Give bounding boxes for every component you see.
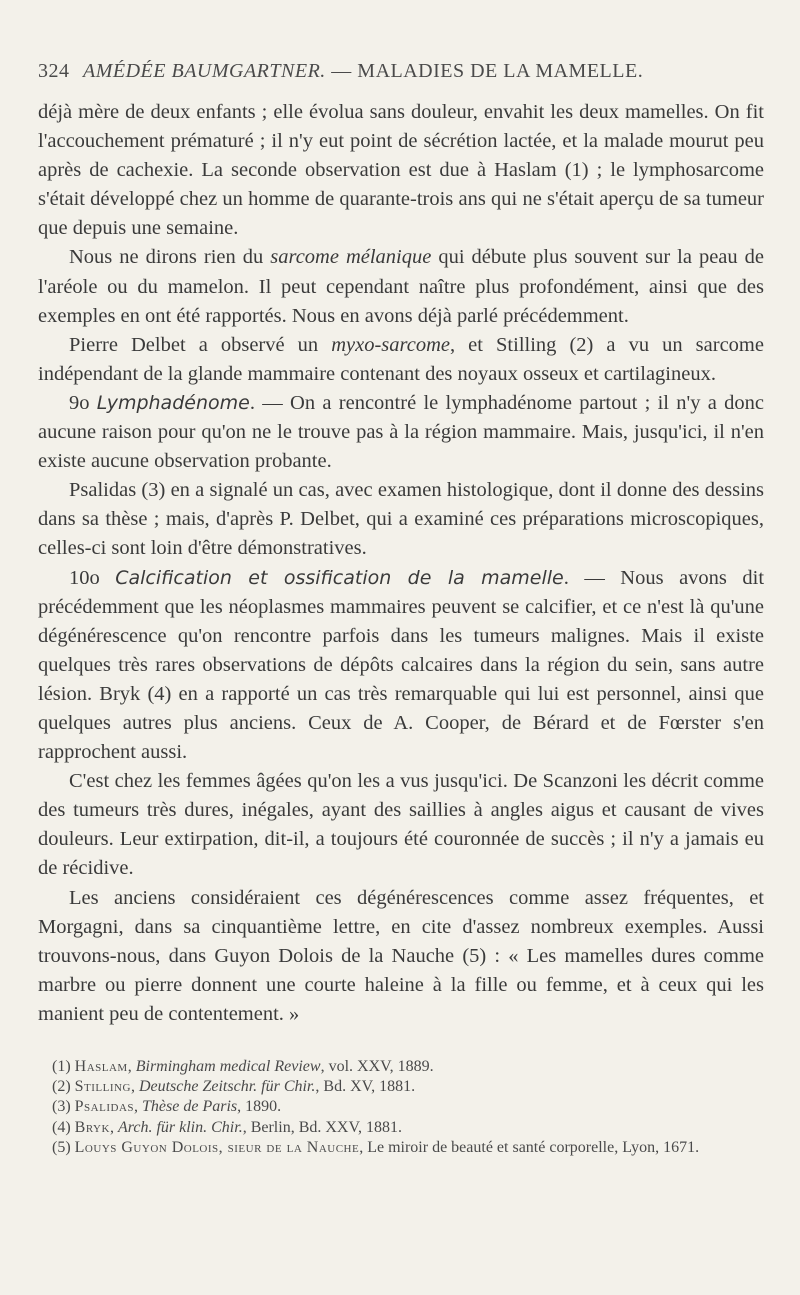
section-paragraph: 9o Lymphadénome. — On a rencontré le lymphadénome partout ; il n'y a donc aucune raison pour qu'on ne le trouve pas à la région mammaire. Mais, jusqu'ici, il n'en existe aucune observation probante. (38, 391, 764, 473)
footnote: (2) Stilling, Deutsche Zeitschr. für Chir., Bd. XV, 1881. (52, 1078, 416, 1096)
paragraph: Nous ne dirons rien du sarcome mélanique qui débute plus souvent sur la peau de l'aréole ou du mamelon. Il peut cependant naître plus profondément, ainsi que des exemples en ont été rapportés. Nous en avons déjà parlé précédemment. (38, 246, 764, 327)
footnotes (38, 1057, 764, 1158)
running-header (38, 60, 762, 90)
footnote-author: Psalidas (74, 1098, 135, 1116)
section-heading: Lymphadénome (96, 391, 250, 414)
header-title: MALADIES DE LA MAMELLE. (357, 60, 644, 82)
emphasis: sarcome mélanique (270, 246, 432, 269)
paragraph: C'est chez les femmes âgées qu'on les a vus jusqu'ici. De Scanzoni les décrit comme des tumeurs très dures, inégales, ayant des saillies à angles aigus et causant de vives douleurs. Leur extirpation, dit-il, a toujours été couronnée de succès ; il n'y a jamais eu de récidive. (38, 770, 764, 880)
footnote-source: Thèse de Paris (142, 1098, 238, 1116)
page-number: 324 (38, 60, 70, 82)
emphasis: myxo-sarcome (331, 333, 450, 356)
footnote-author: Haslam (74, 1058, 128, 1075)
paragraph: Les anciens considéraient ces dégénérescences comme assez fréquentes, et Morgagni, dans sa cinquantième lettre, en cite d'assez nombreux exemples. Aussi trouvons-nous, dans Guyon Dolois de la Nauche (5) : « Les mamelles dures comme marbre ou pierre donnent une courte haleine à la fille ou femme, et à ceux qui les manient peu de contentement. » (38, 886, 764, 1025)
footnote-author: Louys Guyon Dolois, sieur de la Nauche (74, 1138, 360, 1156)
section-paragraph: 10o Calcification et ossification de la mamelle. — Nous avons dit précédemment que les néoplasmes mammaires peuvent se calcifier, et ce n'est là qu'une dégénérescence qu'on rencontre parfois dans les tumeurs malignes. Mais il existe quelques très rares observations de dépôts calcaires dans la région du sein, sans autre lésion. Bryk (4) en a rapporté un cas très remarquable qui lui est personnel, ainsi que quelques autres plus anciens. Ceux de A. Cooper, de Bérard et de Fœrster s'en rapprochent aussi. (38, 566, 765, 764)
footnote: (1) Haslam, Birmingham medical Review, vol. XXV, 1889. (52, 1058, 434, 1075)
footnote-source: Arch. für klin. Chir. (117, 1118, 243, 1136)
footnote-author: Bryk (74, 1118, 110, 1136)
paragraph: Pierre Delbet a observé un myxo-sarcome, et Stilling (2) a vu un sarcome indépendant de la glande mammaire contenant des noyaux osseux et cartilagineux. (38, 333, 764, 385)
section-number: 10o (69, 566, 116, 589)
section-number: 9o (69, 391, 97, 414)
footnote-author: Stilling (74, 1078, 131, 1096)
footnote-source: Birmingham medical Review (135, 1058, 321, 1075)
header-separator: — (325, 60, 358, 82)
footnote: (3) Psalidas, Thèse de Paris, 1890. (52, 1098, 282, 1116)
paragraph: déjà mère de deux enfants ; elle évolua sans douleur, envahit les deux mamelles. On fit l'accouchement prématuré ; il n'y eut point de sécrétion lactée, et la malade mourut peu après de cachexie. La seconde observation est due à Haslam (1) ; le lymphosarcome s'était développé chez un homme de quarante-trois ans qui ne s'était aperçu de sa tumeur que depuis une semaine. (38, 101, 764, 240)
section-heading: Calcification et ossification de la mamelle (115, 566, 564, 589)
body-text (38, 98, 764, 1029)
header-author: AMÉDÉE BAUMGARTNER. (83, 60, 326, 82)
paragraph: Psalidas (3) en a signalé un cas, avec examen histologique, dont il donne des dessins dans sa thèse ; mais, d'après P. Delbet, qui a examiné ces préparations microscopiques, celles-ci sont loin d'être démonstratives. (38, 479, 764, 560)
footnote: (4) Bryk, Arch. für klin. Chir., Berlin, Bd. XXV, 1881. (52, 1118, 402, 1136)
footnote-source: Deutsche Zeitschr. für Chir. (138, 1078, 316, 1096)
footnote: (5) Louys Guyon Dolois, sieur de la Nauche, Le miroir de beauté et santé corporelle, Lyon, 1671. (52, 1138, 700, 1156)
